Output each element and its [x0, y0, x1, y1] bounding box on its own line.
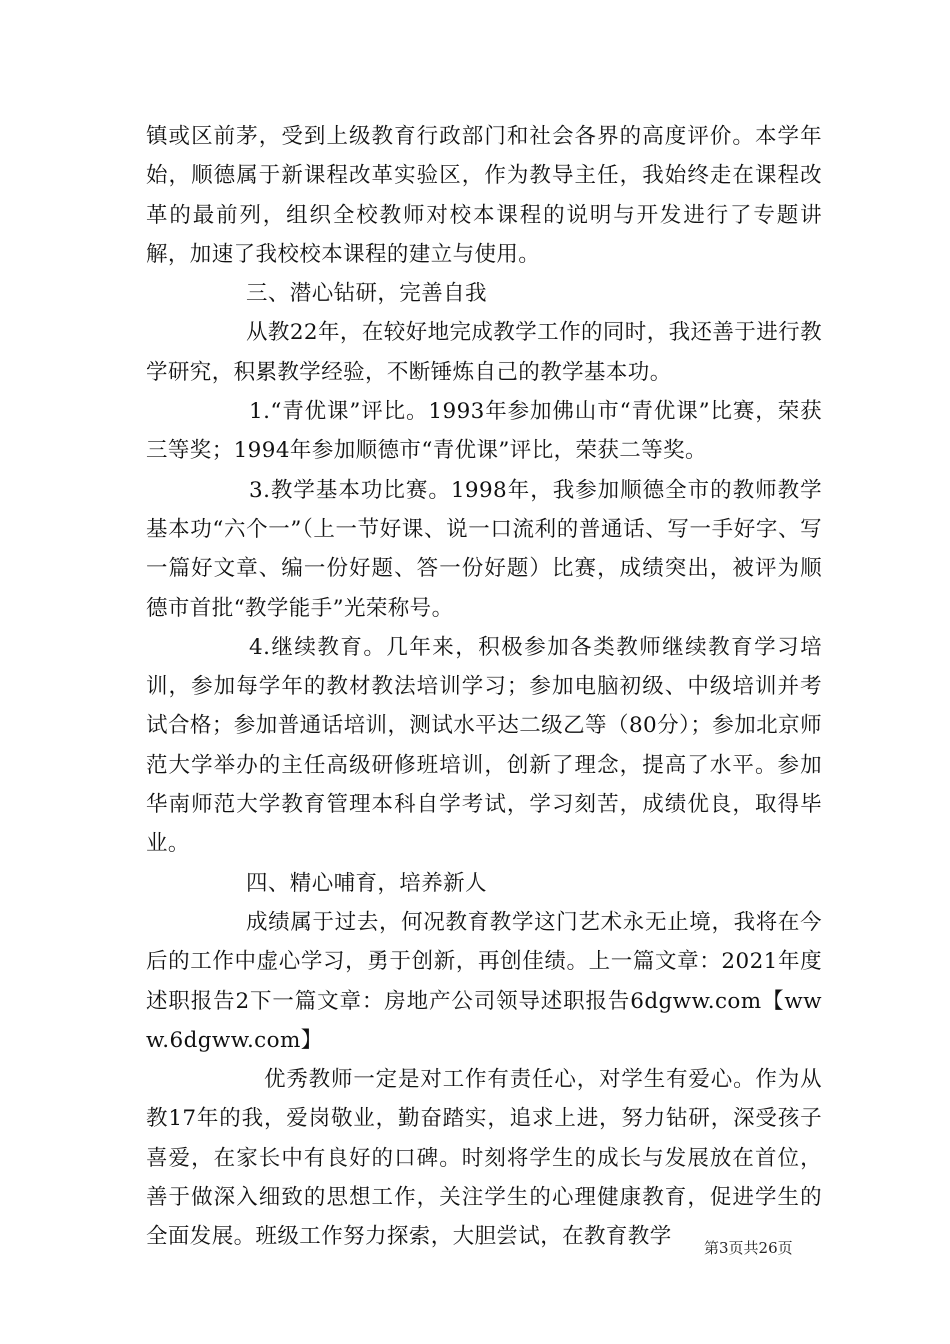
paragraph-8: 成绩属于过去，何况教育教学这门艺术永无止境，我将在今后的工作中虚心学习，勇于创新，再创佳绩。上一篇文章：2021年度述职报告2下一篇文章：房地产公司领导述职报告6dgww.com【www.6dgww.com】 — [146, 909, 822, 1053]
paragraph-4: 1.“青优课”评比。1993年参加佛山市“青优课”比赛，荣获三等奖；1994年参加顺德市“青优课”评比，荣获二等奖。 — [146, 399, 822, 464]
paragraph-1: 镇或区前茅，受到上级教育行政部门和社会各界的高度评价。本学年始，顺德属于新课程改革实验区，作为教导主任，我始终走在课程改革的最前列，组织全校教师对校本课程的说明与开发进行了专题讲解，加速了我校校本课程的建立与使用。 — [146, 124, 822, 267]
section-heading-4: 四、精心哺育，培养新人 — [246, 870, 487, 896]
page-number-footer: 第3页共26页 — [704, 1239, 793, 1257]
paragraph-6: 4.继续教育。几年来，积极参加各类教师继续教育学习培训，参加每学年的教材教法培训学习；参加电脑初级、中级培训并考试合格；参加普通话培训，测试水平达二级乙等（80分）；参加北京师范大学举办的主任高级研修班培训，创新了理念，提高了水平。参加华南师范大学教育管理本科自学考试，学习刻苦，成绩优良，取得毕业。 — [146, 634, 822, 857]
section-heading-3: 三、潜心钻研，完善自我 — [246, 281, 487, 307]
document-body — [146, 117, 822, 1257]
paragraph-3: 从教22年，在较好地完成教学工作的同时，我还善于进行教学研究，积累教学经验，不断锤炼自己的教学基本功。 — [146, 320, 822, 385]
paragraph-9: 优秀教师一定是对工作有责任心，对学生有爱心。作为从教17年的我，爱岗敬业，勤奋踏实，追求上进，努力钻研，深受孩子喜爱，在家长中有良好的口碑。时刻将学生的成长与发展放在首位，善于做深入细致的思想工作，关注学生的心理健康教育，促进学生的全面发展。班级工作努力探索，大胆尝试，在教育教学 — [146, 1067, 822, 1250]
paragraph-5: 3.教学基本功比赛。1998年，我参加顺德全市的教师教学基本功“六个一”（上一节好课、说一口流利的普通话、写一手好字、写一篇好文章、编一份好题、答一份好题）比赛，成绩突出，被评为顺德市首批“教学能手”光荣称号。 — [146, 477, 822, 621]
